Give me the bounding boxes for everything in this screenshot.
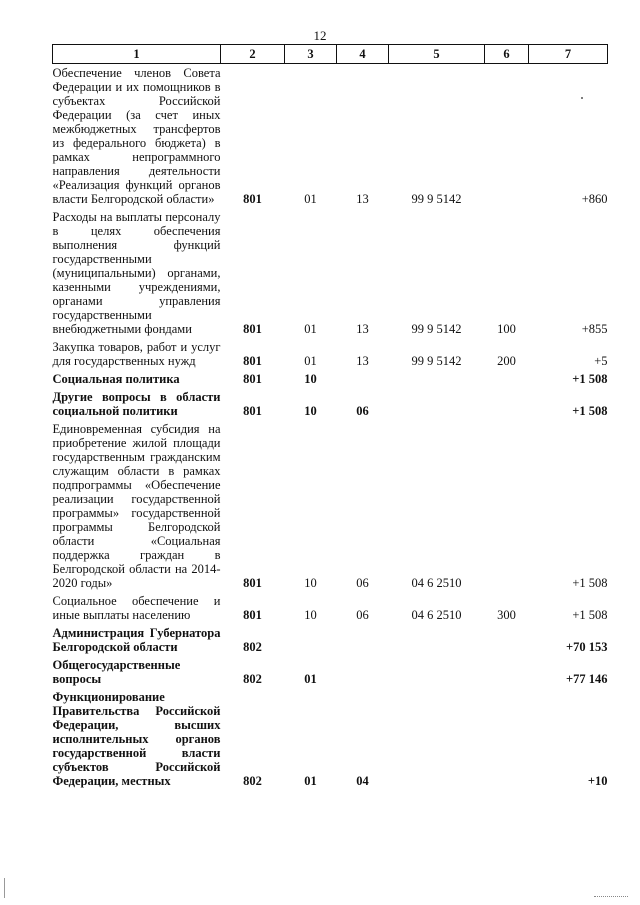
table-row — [53, 370, 608, 388]
row-name: Общегосударственные вопросы — [52, 658, 181, 686]
column-header: 2 — [221, 45, 285, 64]
row-ved-code: 801 — [243, 354, 262, 368]
row-subsection-code: 13 — [356, 192, 369, 206]
row-amount: +77 146 — [566, 672, 608, 686]
row-amount: +855 — [581, 322, 608, 336]
row-name: Расходы на выплаты персоналу в целях обеспечения выполнения функций государственными (муниципальными) органами, казенными учреждениями, органами управления государственными внебюджетными фондами — [52, 210, 221, 336]
row-name: Другие вопросы в области социальной политики — [52, 390, 221, 418]
row-subsection-code: 13 — [356, 322, 369, 336]
row-target-code — [389, 656, 485, 688]
row-ved-code: 801 — [243, 576, 262, 590]
row-target-code — [389, 624, 485, 656]
column-header: 6 — [485, 45, 529, 64]
row-target-code: 99 9 5142 — [411, 192, 462, 206]
row-target-code — [389, 370, 485, 388]
table-header-row — [53, 45, 608, 64]
row-target-code: 99 9 5142 — [411, 322, 462, 336]
table-row — [53, 688, 608, 790]
row-section-code: 01 — [304, 354, 317, 368]
row-ved-code: 802 — [243, 672, 262, 686]
table-row — [53, 656, 608, 688]
row-section-code: 10 — [304, 608, 317, 622]
row-target-code: 04 6 2510 — [411, 576, 462, 590]
table-row — [53, 208, 608, 338]
table-row — [53, 592, 608, 624]
row-amount: +5 — [594, 354, 608, 368]
row-subsection-code — [337, 624, 389, 656]
table-row — [53, 624, 608, 656]
margin-mark — [4, 878, 5, 898]
row-expense-type: 100 — [497, 322, 516, 336]
row-expense-type — [485, 370, 529, 388]
row-expense-type — [485, 624, 529, 656]
row-ved-code: 801 — [243, 192, 262, 206]
row-name: Функционирование Правительства Российской Федерации, высших исполнительных органов государственной власти субъектов Российской Федерации, местных — [52, 690, 221, 788]
row-name: Социальное обеспечение и иные выплаты населению — [52, 594, 221, 622]
column-header: 5 — [389, 45, 485, 64]
row-amount: +1 508 — [572, 372, 608, 386]
row-section-code: 01 — [304, 672, 317, 686]
table-row — [53, 338, 608, 370]
row-ved-code: 801 — [243, 608, 262, 622]
row-target-code — [389, 388, 485, 420]
table-row — [53, 64, 608, 209]
row-expense-type — [485, 688, 529, 790]
row-section-code: 01 — [304, 774, 317, 788]
row-section-code — [285, 624, 337, 656]
row-subsection-code: 13 — [356, 354, 369, 368]
row-subsection-code: 06 — [356, 576, 369, 590]
corner-dots — [594, 896, 628, 899]
row-subsection-code: 04 — [356, 774, 369, 788]
row-expense-type — [485, 656, 529, 688]
row-ved-code: 801 — [243, 404, 262, 418]
row-subsection-code — [337, 656, 389, 688]
row-subsection-code: 06 — [356, 404, 369, 418]
row-amount: +1 508 — [572, 576, 608, 590]
row-expense-type — [485, 64, 529, 209]
row-ved-code: 801 — [243, 372, 262, 386]
scan-speck — [581, 97, 583, 99]
row-expense-type: 300 — [497, 608, 516, 622]
row-section-code: 10 — [304, 404, 317, 418]
row-subsection-code: 06 — [356, 608, 369, 622]
column-header: 4 — [337, 45, 389, 64]
row-ved-code: 802 — [243, 774, 262, 788]
row-subsection-code — [337, 370, 389, 388]
row-name: Администрация Губернатора Белгородской области — [52, 626, 221, 654]
row-name: Социальная политика — [52, 372, 180, 386]
row-name: Закупка товаров, работ и услуг для государственных нужд — [52, 340, 221, 368]
row-ved-code: 802 — [243, 640, 262, 654]
column-header: 3 — [285, 45, 337, 64]
table-body — [53, 64, 608, 791]
row-target-code — [389, 688, 485, 790]
row-amount: +1 508 — [572, 608, 608, 622]
column-header: 7 — [529, 45, 608, 64]
row-name: Обеспечение членов Совета Федерации и их помощников в субъектах Российской Федерации (за счет иных межбюджетных трансфертов из федерального бюджета) в рамках непрограммного направления деятельности «Реализация функций органов власти Белгородской области» — [52, 66, 221, 206]
row-section-code: 10 — [304, 372, 317, 386]
row-target-code: 99 9 5142 — [411, 354, 462, 368]
row-target-code: 04 6 2510 — [411, 608, 462, 622]
row-amount: +70 153 — [566, 640, 608, 654]
column-header: 1 — [53, 45, 221, 64]
row-expense-type — [485, 420, 529, 592]
table-row — [53, 420, 608, 592]
row-section-code: 01 — [304, 192, 317, 206]
table-row — [53, 388, 608, 420]
row-expense-type — [485, 388, 529, 420]
row-amount: +860 — [581, 192, 608, 206]
row-expense-type: 200 — [497, 354, 516, 368]
row-name: Единовременная субсидия на приобретение жилой площади государственным гражданским служащим области в рамках подпрограммы «Обеспечение реализации государственной программы» государственной программы Белгородской области «Социальная поддержка граждан в Белгородской области на 2014-2020 годы» — [52, 422, 221, 590]
row-section-code: 10 — [304, 576, 317, 590]
row-ved-code: 801 — [243, 322, 262, 336]
row-amount: +10 — [587, 774, 608, 788]
row-amount: +1 508 — [572, 404, 608, 418]
page-number: 12 — [313, 28, 327, 43]
budget-table — [52, 44, 608, 790]
row-section-code: 01 — [304, 322, 317, 336]
